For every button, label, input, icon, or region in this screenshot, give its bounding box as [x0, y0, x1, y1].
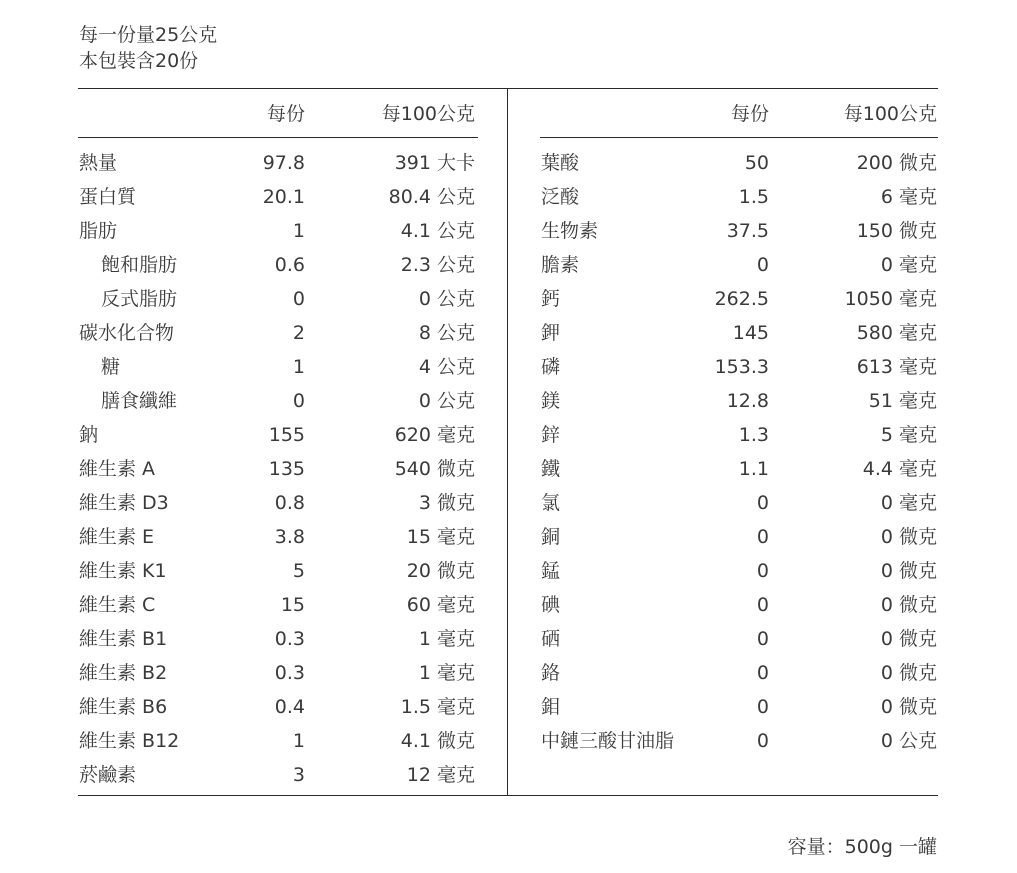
nutrient-name: 維生素 B2 — [79, 662, 168, 684]
per-serving-value: 2 — [292, 322, 305, 344]
per-serving-value: 0 — [756, 594, 769, 616]
nutrient-name: 反式脂肪 — [101, 288, 178, 310]
nutrient-name: 膽素 — [541, 254, 580, 276]
nutrient-name: 葉酸 — [541, 152, 580, 174]
per-100g-value: 4.1 微克 — [400, 730, 475, 752]
per-100g-value: 0 微克 — [880, 594, 937, 616]
per-serving-value: 1.5 — [738, 186, 769, 208]
right-col-per-100g: 每100公克 — [843, 103, 937, 125]
per-serving-value: 262.5 — [714, 288, 769, 310]
per-serving-value: 155 — [268, 424, 305, 446]
nutrient-name: 飽和脂肪 — [101, 254, 178, 276]
per-100g-value: 391 大卡 — [394, 152, 475, 174]
nutrient-row — [79, 386, 475, 416]
per-100g-value: 0 微克 — [880, 526, 937, 548]
nutrient-name: 膳食纖維 — [101, 390, 178, 412]
serving-size: 每一份量25公克 — [79, 24, 218, 46]
per-100g-value: 0 微克 — [880, 696, 937, 718]
nutrient-name: 維生素 B6 — [79, 696, 168, 718]
nutrient-row — [79, 760, 475, 790]
per-serving-value: 1.1 — [738, 458, 769, 480]
nutrient-name: 蛋白質 — [79, 186, 137, 208]
nutrient-row — [79, 216, 475, 246]
nutrient-name: 泛酸 — [541, 186, 580, 208]
nutrient-name: 碳水化合物 — [79, 322, 175, 344]
nutrient-name: 鈉 — [79, 424, 99, 446]
left-col-per-serving: 每份 — [266, 103, 305, 125]
nutrient-name: 鉀 — [541, 322, 561, 344]
per-serving-value: 0 — [756, 696, 769, 718]
per-100g-value: 0 公克 — [418, 390, 475, 412]
per-serving-value: 0 — [292, 390, 305, 412]
nutrient-row — [541, 148, 937, 178]
per-serving-value: 0.6 — [274, 254, 305, 276]
per-100g-value: 4 公克 — [418, 356, 475, 378]
nutrient-name: 鎂 — [541, 390, 561, 412]
per-100g-value: 0 微克 — [880, 662, 937, 684]
nutrient-name: 錳 — [541, 560, 561, 582]
per-100g-value: 0 微克 — [880, 628, 937, 650]
per-100g-value: 540 微克 — [394, 458, 475, 480]
nutrient-row — [541, 726, 937, 756]
nutrient-row — [79, 284, 475, 314]
per-serving-value: 0.3 — [274, 662, 305, 684]
per-100g-value: 60 毫克 — [406, 594, 475, 616]
per-100g-value: 0 毫克 — [880, 492, 937, 514]
per-serving-value: 1 — [292, 730, 305, 752]
nutrient-name: 生物素 — [541, 220, 599, 242]
nutrient-row — [541, 624, 937, 654]
per-100g-value: 4.1 公克 — [400, 220, 475, 242]
table-center-divider — [507, 88, 508, 796]
capacity-label: 容量：500g 一罐 — [787, 836, 937, 858]
nutrient-name: 磷 — [541, 356, 561, 378]
per-serving-value: 1 — [292, 356, 305, 378]
nutrient-name: 鐵 — [541, 458, 561, 480]
per-serving-value: 5 — [292, 560, 305, 582]
per-100g-value: 0 公克 — [418, 288, 475, 310]
nutrient-row — [541, 352, 937, 382]
servings-per-pack: 本包裝含20份 — [79, 50, 199, 72]
right-header-rule — [540, 137, 938, 138]
nutrient-name: 銅 — [541, 526, 561, 548]
per-serving-value: 97.8 — [262, 152, 305, 174]
nutrient-row — [541, 522, 937, 552]
per-100g-value: 4.4 毫克 — [862, 458, 937, 480]
per-serving-value: 0 — [756, 526, 769, 548]
per-serving-value: 0 — [756, 730, 769, 752]
table-bottom-rule — [78, 795, 938, 796]
nutrient-row — [79, 488, 475, 518]
nutrient-row — [541, 182, 937, 212]
per-serving-value: 3.8 — [274, 526, 305, 548]
per-serving-value: 0 — [756, 560, 769, 582]
per-serving-value: 15 — [280, 594, 305, 616]
nutrient-name: 氯 — [541, 492, 561, 514]
nutrient-name: 碘 — [541, 594, 561, 616]
nutrient-row — [541, 692, 937, 722]
per-serving-value: 3 — [292, 764, 305, 786]
nutrient-row — [79, 420, 475, 450]
per-serving-value: 0 — [756, 492, 769, 514]
right-col-per-serving: 每份 — [730, 103, 769, 125]
per-100g-value: 20 微克 — [406, 560, 475, 582]
per-serving-value: 1.3 — [738, 424, 769, 446]
nutrient-row — [541, 590, 937, 620]
nutrient-row — [541, 420, 937, 450]
per-serving-value: 37.5 — [726, 220, 769, 242]
per-serving-value: 0.4 — [274, 696, 305, 718]
per-100g-value: 0 公克 — [880, 730, 937, 752]
nutrient-row — [79, 352, 475, 382]
per-serving-value: 0.8 — [274, 492, 305, 514]
per-serving-value: 0 — [292, 288, 305, 310]
nutrient-row — [79, 692, 475, 722]
per-100g-value: 12 毫克 — [406, 764, 475, 786]
per-100g-value: 1 毫克 — [418, 628, 475, 650]
per-100g-value: 1.5 毫克 — [400, 696, 475, 718]
nutrient-row — [541, 386, 937, 416]
nutrient-row — [79, 454, 475, 484]
nutrient-name: 維生素 D3 — [79, 492, 169, 514]
nutrient-row — [79, 522, 475, 552]
nutrient-name: 維生素 K1 — [79, 560, 167, 582]
nutrient-name: 熱量 — [79, 152, 118, 174]
per-serving-value: 0 — [756, 254, 769, 276]
per-serving-value: 12.8 — [726, 390, 769, 412]
table-top-rule — [78, 88, 938, 89]
per-serving-value: 135 — [268, 458, 305, 480]
per-100g-value: 6 毫克 — [880, 186, 937, 208]
nutrient-name: 維生素 B1 — [79, 628, 168, 650]
per-100g-value: 0 毫克 — [880, 254, 937, 276]
per-100g-value: 620 毫克 — [394, 424, 475, 446]
nutrient-row — [79, 556, 475, 586]
nutrient-row — [79, 250, 475, 280]
per-serving-value: 0 — [756, 628, 769, 650]
nutrient-row — [541, 658, 937, 688]
nutrient-row — [541, 216, 937, 246]
nutrient-row — [79, 148, 475, 178]
per-serving-value: 20.1 — [262, 186, 305, 208]
nutrient-name: 鈣 — [541, 288, 561, 310]
per-serving-value: 153.3 — [714, 356, 769, 378]
nutrient-name: 菸鹼素 — [79, 764, 137, 786]
nutrient-name: 鉬 — [541, 696, 561, 718]
nutrient-row — [79, 318, 475, 348]
per-100g-value: 200 微克 — [856, 152, 937, 174]
nutrient-row — [541, 284, 937, 314]
nutrient-name: 糖 — [101, 356, 121, 378]
per-100g-value: 8 公克 — [418, 322, 475, 344]
nutrient-name: 維生素 C — [79, 594, 156, 616]
nutrient-row — [79, 590, 475, 620]
nutrient-row — [79, 624, 475, 654]
nutrient-row — [541, 556, 937, 586]
nutrient-name: 中鏈三酸甘油脂 — [541, 730, 675, 752]
per-serving-value: 0 — [756, 662, 769, 684]
nutrient-name: 脂肪 — [79, 220, 118, 242]
serving-info — [79, 22, 217, 74]
per-100g-value: 2.3 公克 — [400, 254, 475, 276]
nutrient-row — [79, 182, 475, 212]
per-100g-value: 613 毫克 — [856, 356, 937, 378]
nutrient-row — [541, 488, 937, 518]
per-serving-value: 145 — [732, 322, 769, 344]
per-100g-value: 0 微克 — [880, 560, 937, 582]
per-100g-value: 3 微克 — [418, 492, 475, 514]
per-100g-value: 580 毫克 — [856, 322, 937, 344]
nutrient-name: 維生素 A — [79, 458, 156, 480]
per-100g-value: 51 毫克 — [868, 390, 937, 412]
nutrient-row — [541, 454, 937, 484]
per-100g-value: 80.4 公克 — [388, 186, 475, 208]
per-100g-value: 150 微克 — [856, 220, 937, 242]
per-100g-value: 15 毫克 — [406, 526, 475, 548]
left-header-rule — [78, 137, 478, 138]
per-serving-value: 50 — [744, 152, 769, 174]
nutrient-row — [79, 726, 475, 756]
per-serving-value: 0.3 — [274, 628, 305, 650]
left-col-per-100g: 每100公克 — [381, 103, 475, 125]
per-100g-value: 5 毫克 — [880, 424, 937, 446]
nutrient-row — [79, 658, 475, 688]
nutrient-row — [541, 318, 937, 348]
per-serving-value: 1 — [292, 220, 305, 242]
nutrient-name: 鋅 — [541, 424, 561, 446]
nutrient-name: 硒 — [541, 628, 561, 650]
nutrient-row — [541, 250, 937, 280]
nutrient-name: 鉻 — [541, 662, 561, 684]
per-100g-value: 1 毫克 — [418, 662, 475, 684]
per-100g-value: 1050 毫克 — [844, 288, 937, 310]
nutrient-name: 維生素 E — [79, 526, 155, 548]
nutrient-name: 維生素 B12 — [79, 730, 180, 752]
